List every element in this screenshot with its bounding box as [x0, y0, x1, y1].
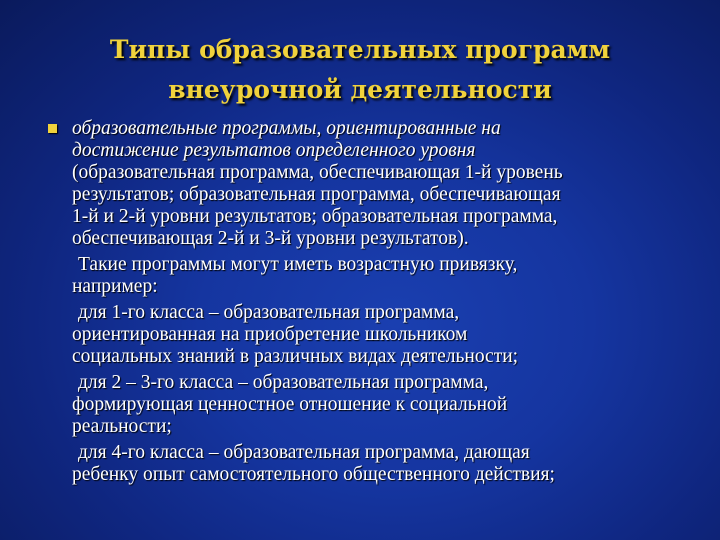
grade-item-3 [48, 442, 688, 486]
bullet-text-line: обеспечивающая 2-й и 3-й уровни результатов). [72, 228, 469, 249]
intro-line: Такие программы могут иметь возрастную привязку, [78, 254, 518, 275]
bullet-text-line: результатов; образовательная программа, обеспечивающая [72, 184, 561, 205]
grade-item-line: ребенку опыт самостоятельного общественного действия; [72, 464, 555, 485]
grade-item-line: формирующая ценностное отношение к социальной [72, 394, 508, 415]
bullet-item [48, 118, 688, 250]
slide-title [40, 30, 680, 110]
grade-item-line: для 2 – 3-го класса – образовательная программа, [78, 372, 489, 393]
grade-item-line: ориентированная на приобретение школьником [72, 324, 468, 345]
grade-item-1 [48, 302, 688, 368]
title-line-1: Типы образовательных программ [109, 35, 611, 64]
intro-line: например: [72, 276, 158, 297]
title-line-2: внеурочной деятельности [168, 75, 552, 104]
grade-item-line: социальных знаний в различных видах деятельности; [72, 346, 519, 367]
bullet-italic-line: образовательные программы, ориентированные на [72, 118, 501, 139]
square-bullet-icon [48, 124, 57, 133]
slide-content [48, 118, 688, 486]
grade-item-line: для 4-го класса – образовательная программа, дающая [78, 442, 530, 463]
grade-item-2 [48, 372, 688, 438]
grade-item-line: реальности; [72, 416, 172, 437]
bullet-text-line: 1-й и 2-й уровни результатов; образовательная программа, [72, 206, 558, 227]
bullet-italic-line: достижение результатов определенного уровня [72, 140, 476, 161]
intro-paragraph [48, 254, 688, 298]
grade-item-line: для 1-го класса – образовательная программа, [78, 302, 460, 323]
bullet-text-line: (образовательная программа, обеспечивающая 1-й уровень [72, 162, 563, 183]
